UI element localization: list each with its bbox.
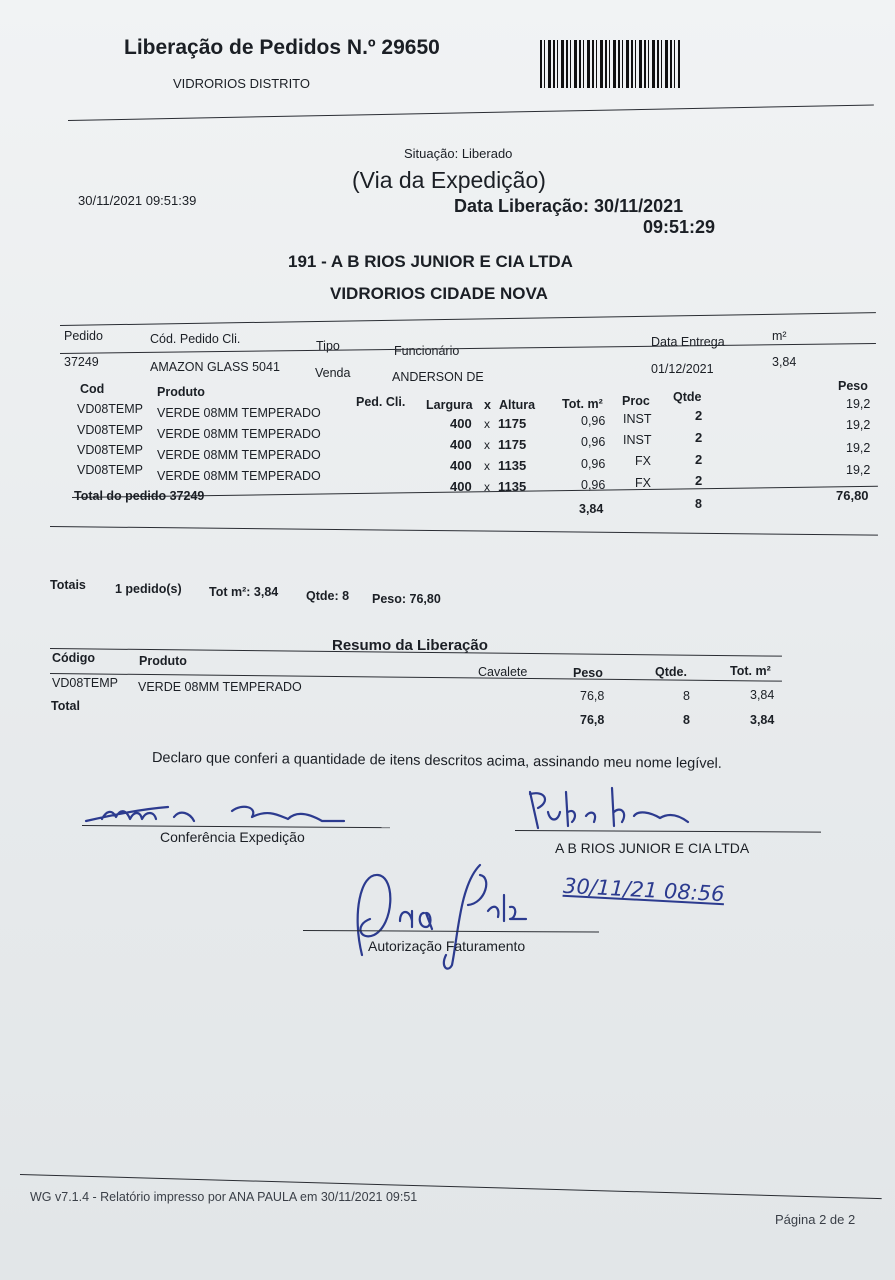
item-col-tot-m2: Tot. m² — [562, 397, 603, 411]
item-tot-m2: 0,96 — [581, 435, 606, 449]
item-peso: 19,2 — [846, 397, 871, 411]
item-produto: VERDE 08MM TEMPERADO — [157, 469, 321, 483]
item-produto: VERDE 08MM TEMPERADO — [157, 427, 321, 441]
col-funcionario: Funcionário — [394, 344, 460, 358]
barcode — [540, 40, 680, 88]
item-qtde: 2 — [695, 430, 703, 445]
resumo-col-peso: Peso — [573, 666, 603, 680]
item-col-cod: Cod — [80, 382, 105, 396]
order-total-qtde: 8 — [695, 497, 702, 511]
col-tipo: Tipo — [316, 339, 340, 353]
item-tot-m2: 0,96 — [581, 478, 606, 492]
resumo-produto: VERDE 08MM TEMPERADO — [138, 680, 302, 694]
branch-name: VIDRORIOS DISTRITO — [173, 76, 310, 91]
col-data-entrega: Data Entrega — [651, 335, 725, 349]
item-col-x: x — [484, 398, 491, 412]
item-cod: VD08TEMP — [77, 463, 143, 477]
resumo-total-label: Total — [51, 699, 80, 713]
item-altura: 1175 — [498, 416, 527, 431]
totais-peso: Peso: 76,80 — [372, 592, 441, 606]
item-largura: 400 — [450, 458, 472, 473]
item-qtde: 2 — [695, 452, 703, 467]
item-tot-m2: 0,96 — [581, 414, 606, 428]
data-entrega-value: 01/12/2021 — [651, 362, 714, 376]
totais-label: Totais — [50, 578, 86, 592]
item-x: x — [484, 459, 490, 473]
totais-qtde: Qtde: 8 — [306, 589, 350, 603]
table-top-rule — [60, 312, 876, 326]
item-cod: VD08TEMP — [77, 402, 143, 416]
resumo-peso: 76,8 — [580, 689, 605, 703]
resumo-tot-m2: 3,84 — [750, 688, 775, 702]
resumo-total-qtde: 8 — [683, 713, 690, 727]
col-pedido: Pedido — [64, 329, 103, 343]
resumo-col-produto: Produto — [139, 654, 187, 668]
resumo-total-peso: 76,8 — [580, 713, 605, 727]
order-total-peso: 76,80 — [836, 488, 869, 503]
item-col-ped-cli: Ped. Cli. — [356, 395, 406, 409]
conferencia-label: Conferência Expedição — [160, 829, 305, 845]
autorizacao-label: Autorização Faturamento — [368, 938, 526, 954]
item-largura: 400 — [450, 416, 472, 431]
section-rule — [50, 526, 878, 536]
handwritten-date: 30/11/21 08:56 — [562, 873, 726, 907]
item-altura: 1135 — [498, 479, 527, 494]
resumo-qtde: 8 — [683, 689, 690, 703]
tipo-value: Venda — [315, 366, 351, 380]
item-peso: 19,2 — [846, 418, 871, 432]
resumo-col-cavalete: Cavalete — [478, 665, 528, 679]
item-qtde: 2 — [695, 408, 703, 423]
pedido-value: 37249 — [64, 355, 99, 369]
resumo-title: Resumo da Liberação — [332, 637, 488, 654]
divider — [68, 105, 874, 121]
item-largura: 400 — [450, 479, 472, 494]
store-name: VIDRORIOS CIDADE NOVA — [330, 284, 548, 303]
item-altura: 1135 — [498, 458, 527, 473]
page-number: Página 2 de 2 — [775, 1212, 856, 1227]
signature-empresa — [520, 782, 700, 832]
resumo-col-tot-m2: Tot. m² — [730, 664, 771, 678]
order-total-label: Total do pedido 37249 — [74, 489, 205, 503]
item-x: x — [484, 480, 490, 494]
footer-printed-by: WG v7.1.4 - Relatório impresso por ANA PAULA em 30/11/2021 09:51 — [30, 1190, 418, 1204]
item-x: x — [484, 438, 490, 452]
item-proc: FX — [635, 476, 651, 490]
item-qtde: 2 — [695, 473, 703, 488]
item-col-qtde: Qtde — [673, 390, 702, 404]
item-col-altura: Altura — [499, 398, 536, 412]
col-m2: m² — [772, 329, 787, 343]
totais-m2: Tot m²: 3,84 — [209, 585, 279, 599]
document-title: Liberação de Pedidos N.º 29650 — [124, 36, 440, 59]
item-tot-m2: 0,96 — [581, 457, 606, 471]
data-liberacao: Data Liberação: 30/11/2021 — [454, 196, 684, 216]
situacao-text: Situação: Liberado — [404, 146, 513, 161]
item-peso: 19,2 — [846, 441, 871, 455]
item-col-peso: Peso — [838, 379, 868, 393]
col-cod-cli: Cód. Pedido Cli. — [150, 332, 241, 346]
empresa-label: A B RIOS JUNIOR E CIA LTDA — [555, 840, 750, 856]
item-col-proc: Proc — [622, 394, 650, 408]
item-cod: VD08TEMP — [77, 423, 143, 437]
item-produto: VERDE 08MM TEMPERADO — [157, 406, 321, 420]
funcionario-value: ANDERSON DE — [392, 370, 484, 384]
item-proc: FX — [635, 454, 651, 468]
resumo-codigo: VD08TEMP — [52, 676, 118, 690]
resumo-total-tot-m2: 3,84 — [750, 713, 775, 727]
item-peso: 19,2 — [846, 463, 871, 477]
resumo-col-codigo: Código — [52, 651, 96, 665]
declaration-text: Declaro que conferi a quantidade de itens descritos acima, assinando meu nome legível. — [151, 750, 722, 772]
via-label: (Via da Expedição) — [352, 167, 546, 193]
item-col-produto: Produto — [157, 385, 205, 399]
hora-liberacao: 09:51:29 — [643, 217, 716, 237]
signature-autorizacao — [340, 855, 550, 975]
item-produto: VERDE 08MM TEMPERADO — [157, 448, 321, 462]
item-cod: VD08TEMP — [77, 443, 143, 457]
item-proc: INST — [623, 412, 652, 426]
totais-pedidos: 1 pedido(s) — [115, 582, 182, 596]
cod-cli-value: AMAZON GLASS 5041 — [150, 360, 280, 374]
order-total-m2: 3,84 — [579, 502, 604, 516]
m2-value: 3,84 — [772, 355, 797, 369]
item-x: x — [484, 417, 490, 431]
item-proc: INST — [623, 433, 652, 447]
print-timestamp: 30/11/2021 09:51:39 — [78, 193, 197, 208]
client-name: 191 - A B RIOS JUNIOR E CIA LTDA — [288, 252, 573, 271]
item-col-largura: Largura — [426, 398, 473, 412]
item-largura: 400 — [450, 437, 472, 452]
resumo-col-qtde: Qtde. — [655, 665, 687, 679]
item-altura: 1175 — [498, 437, 527, 452]
